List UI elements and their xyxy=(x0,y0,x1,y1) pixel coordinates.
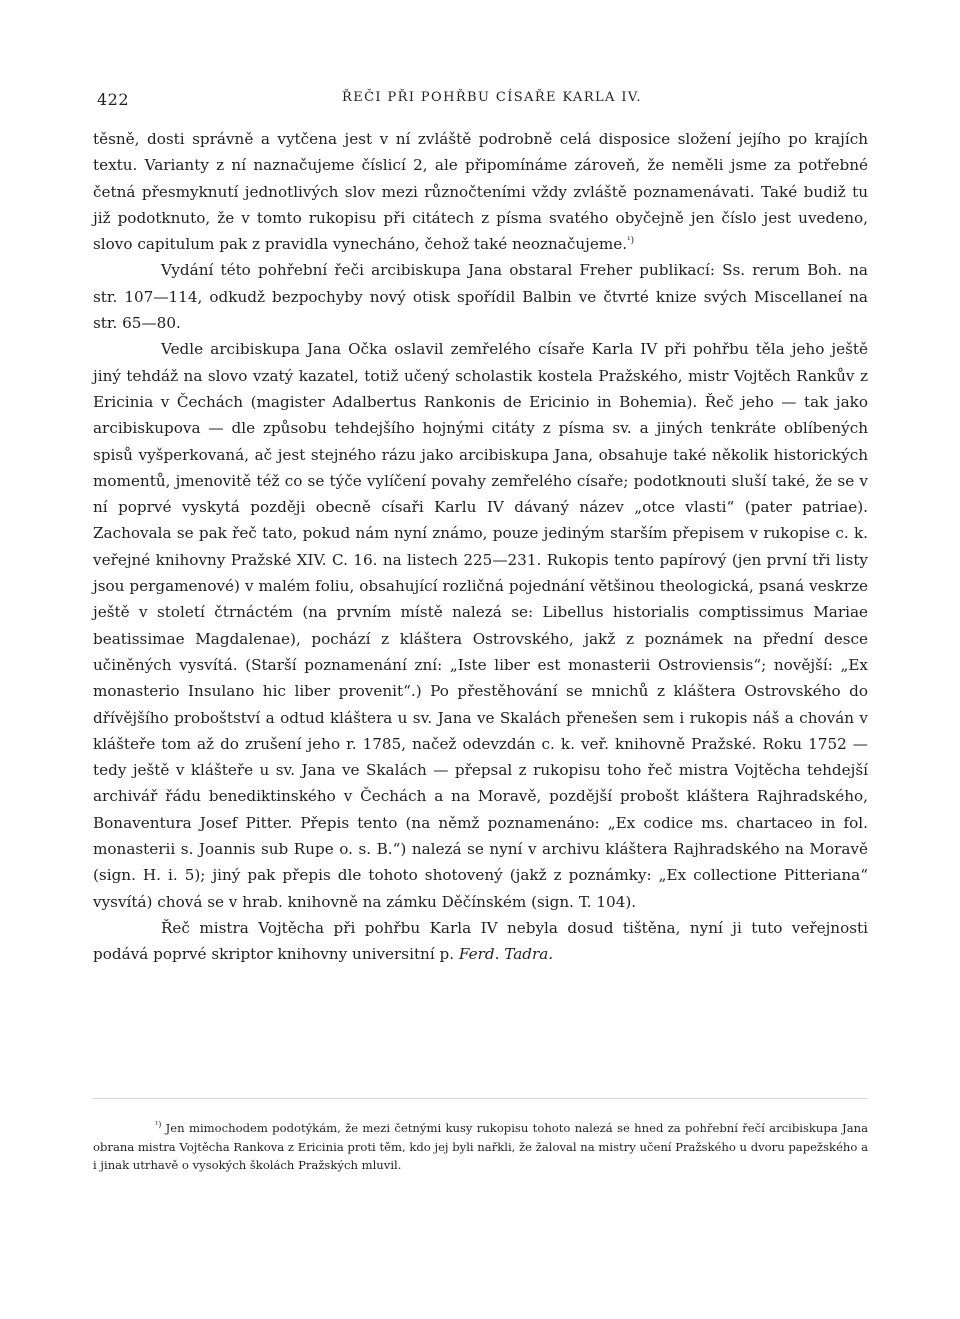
footnote xyxy=(93,1119,868,1175)
page-number: 422 xyxy=(97,90,130,109)
footnote-separator xyxy=(92,1098,868,1099)
body-text xyxy=(93,126,868,968)
paragraph-continuation xyxy=(93,126,868,257)
footnote-text: Jen mimochodem podotýkám, že mezi četnými kusy rukopisu tohoto nalezá se hned za pohřební řečí arcibiskupa Jana obrana mistra Vojtěcha Rankova z Ericinia proti těm, kdo jej byli nařkli, že žaloval na mistry učení Pražského u dvoru papežského a i jinak utrhavě o vysokých školách Pražských mluvil. xyxy=(93,1121,868,1172)
paragraph-manuscript: Vedle arcibiskupa Jana Očka oslavil zemřelého císaře Karla IV při pohřbu těla jeho ještě jiný tehdáž na slovo vzatý kazatel, totiž učený scholastik kostela Pražského, mistr Vojtěch Rankův z Ericinia v Čechách (magister Adalbertus Rankonis de Ericinio in Bohemia). Řeč jeho — tak jako arcibiskupova — dle způsobu tehdejšího hojnými citáty z písma sv. a jiných tenkráte oblíbených spisů vyšperkovaná, ač jest stejného rázu jako arcibiskupa Jana, obsahuje také několik historických momentů, jmenovitě též co se týče vylíčení povahy zemřelého císaře; podotknouti sluší také, že se v ní poprvé vyskytá později obecně císaři Karlu IV dávaný název „otce vlasti“ (pater patriae). Zachovala se pak řeč tato, pokud nám nyní známo, pouze jediným starším přepisem v rukopise c. k. veřejné knihovny Pražské XIV. C. 16. na listech 225—231. Rukopis tento papírový (jen první tři listy jsou pergamenové) v malém foliu, obsahující rozličná pojednání většinou theologická, psaná veskrze ještě v století čtrnáctém (na prvním místě nalezá se: Libellus historialis comptissimus Mariae beatissimae Magdalenae), pochází z kláštera Ostrovského, jakž z poznámek na přední desce učiněných vysvítá. (Starší poznamenání zní: „Iste liber est monasterii Ostroviensis“; novější: „Ex monasterio Insulano hic liber provenit“.) Po přestěhování se mnichů z kláštera Ostrovského do dřívějšího proboštství a odtud kláštera u sv. Jana ve Skalách přenešen sem i rukopis náš a chován v klášteře tom až do zrušení jeho r. 1785, načež odevzdán c. k. veř. knihovně Pražské. Roku 1752 — tedy ještě v klášteře u sv. Jana ve Skalách — přepsal z rukopisu toho řeč mistra Vojtěcha tehdejší archivář řádu benediktinského v Čechách a na Moravě, pozdější probošt kláštera Rajhradského, Bonaventura Josef Pitter. Přepis tento (na němž poznamenáno: „Ex codice ms. chartaceo in fol. monasterii s. Joannis sub Rupe o. s. B.“) nalezá se nyní v archivu kláštera Rajhradského na Moravě (sign. H. i. 5); jiný pak přepis dle tohoto shotovený (jakž z poznámky: „Ex collectione Pitteriana“ vysvítá) chová se v hrab. knihovně na zámku Děčínském (sign. T. 104). xyxy=(93,340,868,911)
paragraph-closing xyxy=(93,915,868,968)
footnote-marker: ¹) xyxy=(155,1120,162,1130)
footnote-reference[interactable]: ¹) xyxy=(627,236,635,247)
paragraph-text: Řeč mistra Vojtěcha při pohřbu Karla IV nebyla dosud tištěna, nyní ji tuto veřejnosti podává poprvé skriptor knihovny universitní p. xyxy=(93,918,868,964)
running-head: ŘEČI PŘI POHŘBU CÍSAŘE KARLA IV. xyxy=(342,90,642,105)
paragraph-text: těsně, dosti správně a vytčena jest v ní zvláště podrobně celá disposice složení jejího po krajích textu. Varianty z ní naznačujeme číslicí 2, ale připomínáme zároveň, že neměli jsme za potřebné četná přesmyknutí jednotlivých slov mezi různočteními vždy zvláště poznamenávati. Také budiž tu již podotknuto, že v tomto rukopisu při citátech z písma svatého obyčejně jen číslo jest uvedeno, slovo capitulum pak z pravidla vynecháno, čehož také neoznačujeme. xyxy=(93,130,868,254)
paragraph-edition: Vydání této pohřební řeči arcibiskupa Jana obstaral Freher publikací: Ss. rerum Boh. na str. 107—114, odkudž bezpochyby nový otisk spořídil Balbin ve čtvrté knize svých Miscellaneí na str. 65—80. xyxy=(93,261,868,333)
author-signature: Ferd. Tadra. xyxy=(458,945,554,964)
